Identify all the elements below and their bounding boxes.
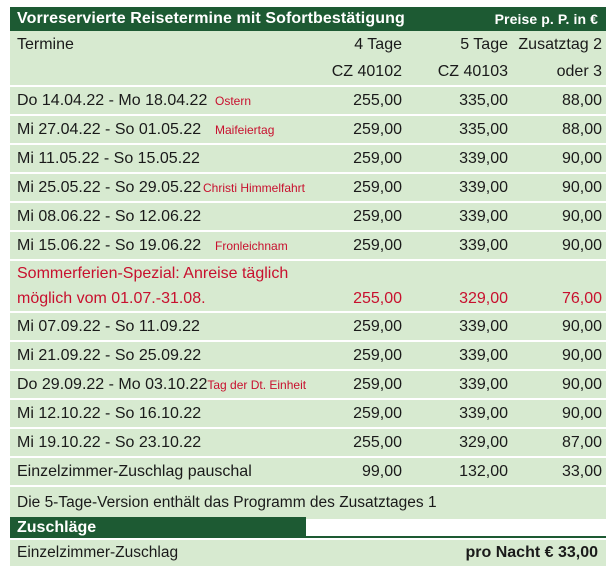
price-5: 339,00 xyxy=(459,178,508,196)
table-row xyxy=(10,87,606,116)
col-5-tage: 5 Tage xyxy=(460,36,508,53)
row-dates: Do 29.09.22 - Mo 03.10.22 xyxy=(17,375,208,393)
single-room-price-5: 132,00 xyxy=(459,462,508,480)
row-holiday: Tag der Dt. Einheit xyxy=(207,377,307,392)
special-price-4: 255,00 xyxy=(353,290,402,307)
price-4: 255,00 xyxy=(353,433,402,451)
price-5: 339,00 xyxy=(459,346,508,364)
footnote: Die 5-Tage-Version enthält das Programm des Zusatztages 1 xyxy=(10,487,606,519)
single-room-price-zusatz: 33,00 xyxy=(561,462,602,480)
table-header xyxy=(10,7,606,31)
column-code-row xyxy=(10,59,606,87)
col-zusatztag-2: oder 3 xyxy=(556,63,602,80)
row-dates: Do 14.04.22 - Mo 18.04.22 xyxy=(17,91,208,109)
price-zusatz: 90,00 xyxy=(561,178,602,196)
price-zusatz: 90,00 xyxy=(561,236,602,254)
row-dates: Mi 19.10.22 - So 23.10.22 xyxy=(17,433,202,451)
price-5: 339,00 xyxy=(459,207,508,225)
price-5: 339,00 xyxy=(459,404,508,422)
price-zusatz: 90,00 xyxy=(561,346,602,364)
price-5: 335,00 xyxy=(459,120,508,138)
table-row xyxy=(10,371,606,400)
special-subtitle: möglich vom 01.07.-31.08. xyxy=(17,290,206,307)
price-zusatz: 88,00 xyxy=(561,91,602,109)
row-holiday: Ostern xyxy=(215,93,252,108)
price-4: 259,00 xyxy=(353,178,402,196)
price-4: 259,00 xyxy=(353,149,402,167)
prices-note: Preise p. P. in € xyxy=(494,11,598,27)
price-zusatz: 90,00 xyxy=(561,207,602,225)
price-table xyxy=(10,7,606,519)
zuschlaege-divider xyxy=(306,536,606,538)
col-termine: Termine xyxy=(17,36,74,53)
price-4: 259,00 xyxy=(353,317,402,335)
price-5: 339,00 xyxy=(459,317,508,335)
column-header-row xyxy=(10,31,606,59)
row-dates: Mi 11.05.22 - So 15.05.22 xyxy=(17,149,200,167)
special-row-line1 xyxy=(10,261,606,287)
price-zusatz: 87,00 xyxy=(561,433,602,451)
price-4: 259,00 xyxy=(353,375,402,393)
table-row xyxy=(10,232,606,261)
row-dates: Mi 15.06.22 - So 19.06.22 xyxy=(17,236,202,254)
table-row xyxy=(10,203,606,232)
single-room-row xyxy=(10,458,606,487)
price-5: 339,00 xyxy=(459,149,508,167)
row-dates: Mi 08.06.22 - So 12.06.22 xyxy=(17,207,202,225)
zuschlaege-header: Zuschläge xyxy=(10,517,306,538)
special-price-zusatz: 76,00 xyxy=(561,290,602,307)
col-4-tage: 4 Tage xyxy=(354,36,402,53)
special-row xyxy=(10,287,606,313)
special-price-5: 329,00 xyxy=(459,290,508,307)
row-dates: Mi 25.05.22 - So 29.05.22 xyxy=(17,178,202,196)
price-zusatz: 88,00 xyxy=(561,120,602,138)
price-4: 259,00 xyxy=(353,404,402,422)
table-row xyxy=(10,313,606,342)
zuschlaege-row xyxy=(10,540,606,566)
price-4: 259,00 xyxy=(353,120,402,138)
row-holiday: Maifeiertag xyxy=(215,122,275,137)
row-holiday: Christi Himmelfahrt xyxy=(202,180,305,195)
table-row xyxy=(10,145,606,174)
row-holiday: Fronleichnam xyxy=(215,238,288,253)
price-4: 259,00 xyxy=(353,236,402,254)
table-row xyxy=(10,116,606,145)
special-title: Sommerferien-Spezial: Anreise täglich xyxy=(17,265,289,282)
price-4: 259,00 xyxy=(353,346,402,364)
table-title: Vorreservierte Reisetermine mit Sofortbestätigung xyxy=(17,10,405,27)
price-4: 255,00 xyxy=(353,91,402,109)
table-row xyxy=(10,429,606,458)
price-4: 259,00 xyxy=(353,207,402,225)
price-5: 335,00 xyxy=(459,91,508,109)
zuschlaege-label: Einzelzimmer-Zuschlag xyxy=(17,544,179,561)
code-4-tage: CZ 40102 xyxy=(331,63,402,80)
single-room-price-4: 99,00 xyxy=(361,462,402,480)
price-zusatz: 90,00 xyxy=(561,317,602,335)
row-dates: Mi 27.04.22 - So 01.05.22 xyxy=(17,120,202,138)
code-5-tage: CZ 40103 xyxy=(437,63,508,80)
row-dates: Mi 07.09.22 - So 11.09.22 xyxy=(17,317,200,335)
single-room-label: Einzelzimmer-Zuschlag pauschal xyxy=(17,462,252,480)
zuschlaege-price: pro Nacht € 33,00 xyxy=(465,544,598,561)
price-5: 329,00 xyxy=(459,433,508,451)
row-dates: Mi 12.10.22 - So 16.10.22 xyxy=(17,404,202,422)
table-body xyxy=(10,31,606,519)
price-5: 339,00 xyxy=(459,236,508,254)
price-5: 339,00 xyxy=(459,375,508,393)
price-zusatz: 90,00 xyxy=(561,404,602,422)
table-row xyxy=(10,342,606,371)
price-zusatz: 90,00 xyxy=(561,149,602,167)
table-row xyxy=(10,400,606,429)
table-row xyxy=(10,174,606,203)
col-zusatztag: Zusatztag 2 xyxy=(518,36,602,53)
row-dates: Mi 21.09.22 - So 25.09.22 xyxy=(17,346,202,364)
price-zusatz: 90,00 xyxy=(561,375,602,393)
